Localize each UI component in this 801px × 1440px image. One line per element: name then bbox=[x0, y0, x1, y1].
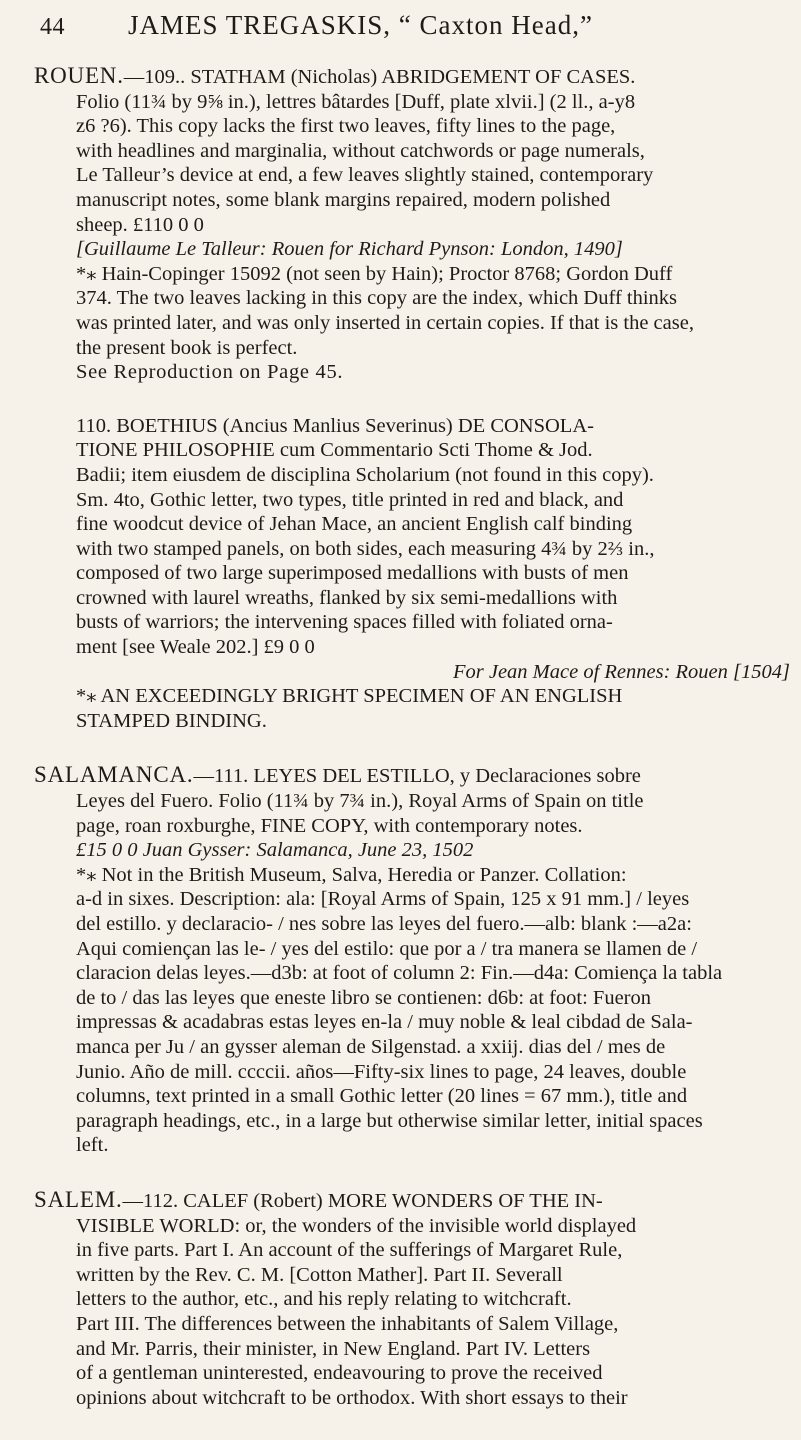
catalogue-entry bbox=[34, 414, 790, 734]
entry-first-line bbox=[34, 1188, 790, 1214]
entry-line: —112. CALEF (Robert) MORE WONDERS OF THE IN- bbox=[122, 1189, 603, 1212]
catalogue-entries bbox=[34, 64, 790, 1440]
catalogue-entry bbox=[34, 1188, 790, 1410]
entry-line: VISIBLE WORLD: or, the wonders of the invisible world displayed bbox=[76, 1214, 637, 1237]
entry-line: of a gentleman uninterested, endeavouring to prove the received bbox=[76, 1362, 603, 1385]
entry-line: TIONE PHILOSOPHIE cum Commentario Scti Thome & Jod. bbox=[76, 439, 593, 462]
entry-line: For Jean Mace of Rennes: Rouen [1504] bbox=[452, 660, 790, 683]
entry-line: written by the Rev. C. M. [Cotton Mather]. Part II. Severall bbox=[76, 1263, 563, 1286]
entry-place: SALEM. bbox=[34, 1186, 123, 1212]
entry-place: ROUEN. bbox=[34, 63, 124, 88]
entry-line: Junio. Año de mill. ccccii. años—Fifty-six lines to page, 24 leaves, double bbox=[76, 1060, 687, 1083]
entry-line: letters to the author, etc., and his reply relating to witchcraft. bbox=[76, 1288, 572, 1311]
entry-line: *⁎ AN EXCEEDINGLY BRIGHT SPECIMEN OF AN ENGLISH bbox=[76, 685, 623, 708]
entry-body bbox=[76, 414, 790, 734]
entry-first-line bbox=[34, 763, 790, 789]
entry-line: and Mr. Parris, their minister, in New England. Part IV. Letters bbox=[76, 1337, 591, 1360]
entry-line: Sm. 4to, Gothic letter, two types, title printed in red and black, and bbox=[76, 488, 624, 511]
entry-first-line bbox=[34, 64, 790, 90]
entry-line: £15 0 0 Juan Gysser: Salamanca, June 23, 1502 bbox=[76, 839, 474, 862]
entry-line: columns, text printed in a small Gothic letter (20 lines = 67 mm.), title and bbox=[76, 1085, 688, 1108]
entry-line: 110. BOETHIUS (Ancius Manlius Severinus) DE CONSOLA- bbox=[76, 414, 594, 437]
entry-line: *⁎ Hain-Copinger 15092 (not seen by Hain); Proctor 8768; Gordon Duff bbox=[76, 262, 673, 285]
entry-line: de to / das las leyes que eneste libro se contienen: d6b: at foot: Fueron bbox=[76, 986, 651, 1009]
entry-line: with two stamped panels, on both sides, each measuring 4¾ by 2⅔ in., bbox=[76, 537, 655, 560]
entry-line: Leyes del Fuero. Folio (11¾ by 7¾ in.), Royal Arms of Spain on title bbox=[76, 790, 644, 813]
entry-line: was printed later, and was only inserted in certain copies. If that is the case, bbox=[76, 311, 694, 334]
entry-line: [Guillaume Le Talleur: Rouen for Richard Pynson: London, 1490] bbox=[76, 238, 623, 261]
entry-line: crowned with laurel wreaths, flanked by six semi-medallions with bbox=[76, 586, 618, 609]
entry-place: SALAMANCA. bbox=[34, 762, 194, 788]
entry-line: with headlines and marginalia, without catchwords or page numerals, bbox=[76, 139, 645, 162]
entry-line: z6 ?6). This copy lacks the first two leaves, fifty lines to the page, bbox=[76, 115, 616, 138]
entry-body bbox=[76, 90, 790, 385]
entry-line: page, roan roxburghe, FINE COPY, with contemporary notes. bbox=[76, 814, 583, 837]
entry-line: Folio (11¾ by 9⅝ in.), lettres bâtardes [Duff, plate xlvii.] (2 ll., a-y8 bbox=[76, 90, 636, 113]
page-header bbox=[40, 8, 781, 48]
entry-line: Le Talleur’s device at end, a few leaves slightly stained, contemporary bbox=[76, 164, 654, 187]
entry-line: See Reproduction on Page 45. bbox=[76, 361, 344, 384]
entry-line: del estillo. y declaracio- / nes sobre las leyes del fuero.—alb: blank :—a2a: bbox=[76, 913, 692, 935]
entry-body bbox=[76, 1214, 790, 1411]
entry-line: busts of warriors; the intervening spaces filled with foliated orna- bbox=[76, 611, 613, 634]
entry-line: impressas & acadabras estas leyes en-la / muy noble & leal cibdad de Sala- bbox=[76, 1011, 693, 1034]
entry-body bbox=[76, 789, 790, 1158]
entry-line: fine woodcut device of Jehan Mace, an ancient English calf binding bbox=[76, 513, 633, 536]
entry-line: manca per Ju / an gysser aleman de Silgenstad. a xxiij. dias del / mes de bbox=[76, 1035, 666, 1058]
entry-line: Aqui comiençan las le- / yes del estilo: que por a / tra manera se llamen de / bbox=[76, 937, 698, 960]
entry-line: opinions about witchcraft to be orthodox. With short essays to their bbox=[76, 1386, 628, 1409]
entry-line: a-d in sixes. Description: ala: [Royal Arms of Spain, 125 x 91 mm.] / leyes bbox=[76, 888, 690, 911]
page-number: 44 bbox=[40, 14, 65, 40]
entry-line: claracion delas leyes.—d3b: at foot of column 2: Fin.—d4a: Comiença la tabla bbox=[76, 962, 723, 985]
catalogue-entry bbox=[34, 64, 790, 385]
entry-line: composed of two large superimposed medallions with busts of men bbox=[76, 562, 629, 585]
entry-line: left. bbox=[76, 1134, 109, 1157]
entry-line: the present book is perfect. bbox=[76, 336, 298, 359]
entry-line: *⁎ Not in the British Museum, Salva, Heredia or Panzer. Collation: bbox=[76, 863, 627, 886]
entry-line: STAMPED BINDING. bbox=[76, 709, 267, 732]
entry-line: Badii; item eiusdem de disciplina Scholarium (not found in this copy). bbox=[76, 463, 654, 486]
entry-line: 374. The two leaves lacking in this copy are the index, which Duff thinks bbox=[76, 287, 678, 310]
entry-line: in five parts. Part I. An account of the sufferings of Margaret Rule, bbox=[76, 1239, 623, 1262]
entry-line: —109.. STATHAM (Nicholas) ABRIDGEMENT OF CASES. bbox=[123, 66, 636, 88]
entry-line: Part III. The differences between the inhabitants of Salem Village, bbox=[76, 1312, 619, 1335]
catalogue-entry bbox=[34, 763, 790, 1158]
entry-line: manuscript notes, some blank margins repaired, modern polished bbox=[76, 188, 611, 211]
entry-line: paragraph headings, etc., in a large but otherwise similar letter, initial spaces bbox=[76, 1109, 703, 1132]
entry-line: —111. LEYES DEL ESTILLO, y Declaraciones sobre bbox=[193, 765, 641, 788]
entry-line: sheep. £110 0 0 bbox=[76, 213, 204, 236]
entry-line: ment [see Weale 202.] £9 0 0 bbox=[76, 636, 315, 659]
running-head: JAMES TREGASKIS, “ Caxton Head,” bbox=[128, 10, 593, 40]
